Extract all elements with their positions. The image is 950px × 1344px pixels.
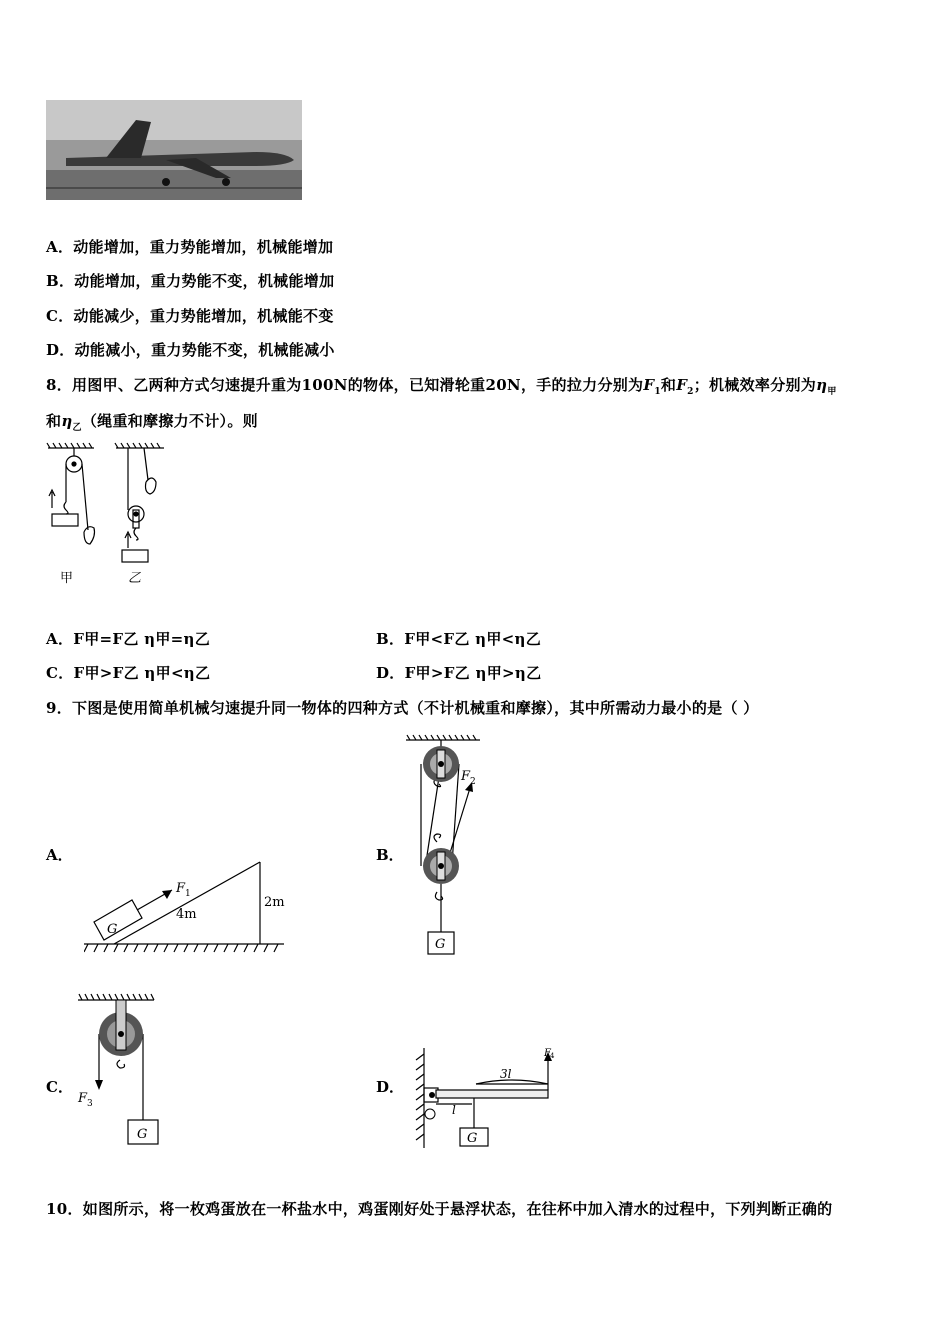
q9-option-c-label[interactable]: C． xyxy=(46,1078,73,1096)
q7-option-a[interactable]: A．动能增加，重力势能增加，机械能增加 xyxy=(46,238,334,256)
q9c-block-g: G xyxy=(137,1127,148,1142)
f1-symbol: F xyxy=(643,376,655,394)
q9-stem: 9．下图是使用简单机械匀速提升同一物体的四种方式（不计机械重和摩擦），其中所需动力最小的是（ ） xyxy=(46,699,759,717)
q9-figure-a-incline xyxy=(84,858,294,958)
q8-stem-line2 xyxy=(46,410,258,433)
q7-option-b[interactable]: B．动能增加，重力势能不变，机械能增加 xyxy=(46,272,335,290)
eta-jia-symbol: η xyxy=(816,376,828,394)
f1-subscript: 1 xyxy=(654,387,661,397)
q8-option-d-label: D． xyxy=(376,664,405,682)
q9d-force-f: F xyxy=(544,1048,551,1059)
q9a-force-sub: 1 xyxy=(185,889,191,899)
q8-option-a-text: F甲=F乙 η甲=η乙 xyxy=(73,630,211,648)
q9d-short-arm: l xyxy=(452,1103,456,1117)
q8-option-b[interactable] xyxy=(376,628,541,649)
q8-stem-line1 xyxy=(46,374,837,397)
q8-option-b-label: B． xyxy=(376,630,405,648)
q8-option-d[interactable] xyxy=(376,662,541,683)
q9a-force-f: F xyxy=(176,881,186,896)
f2-subscript: 2 xyxy=(687,387,694,397)
q8-pulley-figure xyxy=(44,440,184,590)
q8-stem-text-d: （绳重和摩擦力不计）。则 xyxy=(81,412,258,430)
q9-option-d-label[interactable]: D． xyxy=(376,1078,405,1096)
q8-option-a-label: A． xyxy=(46,630,74,648)
q9-figure-d-lever xyxy=(404,1044,564,1150)
q9d-long-arm: 3l xyxy=(500,1067,512,1081)
q9b-force-sub: 2 xyxy=(470,777,476,787)
q9c-force-sub: 3 xyxy=(87,1099,93,1109)
q8-stem-text-c: 和 xyxy=(46,412,62,430)
q9a-block-g: G xyxy=(107,922,118,937)
q8-label-jia: 甲 xyxy=(60,571,74,586)
q8-option-d-text: F甲>F乙 η甲>η乙 xyxy=(404,664,542,682)
q8-option-b-text: F甲<F乙 η甲<η乙 xyxy=(404,630,542,648)
q9-option-a-label[interactable]: A． xyxy=(46,846,73,864)
q9b-force-f: F xyxy=(461,769,471,784)
q9a-slope-length: 4m xyxy=(176,907,197,922)
q9-option-b-label[interactable]: B． xyxy=(376,846,404,864)
q8-stem-text-a: 8．用图甲、乙两种方式匀速提升重为100N的物体，已知滑轮重20N，手的拉力分别为 xyxy=(46,376,644,394)
q9d-pivot-o: O xyxy=(426,1130,427,1131)
q9d-block-g: G xyxy=(467,1131,478,1146)
q8-and: 和 xyxy=(660,376,677,394)
eta-yi-subscript: 乙 xyxy=(72,423,82,433)
q10-stem: 10．如图所示，将一枚鸡蛋放在一杯盐水中，鸡蛋刚好处于悬浮状态，在往杯中加入清水的过程中，下列判断正确的 xyxy=(46,1200,833,1218)
q8-option-c[interactable] xyxy=(46,662,210,683)
q9b-block-g: G xyxy=(435,937,446,952)
q8-stem-text-b: ；机械效率分别为 xyxy=(693,376,817,394)
q9-figure-b-pulley-block xyxy=(404,732,514,958)
q9a-height: 2m xyxy=(264,895,285,910)
q7-option-d[interactable]: D．动能减小，重力势能不变，机械能减小 xyxy=(46,341,335,359)
eta-yi-symbol: η xyxy=(61,412,73,430)
q7-option-c[interactable]: C．动能减少，重力势能增加，机械能不变 xyxy=(46,307,334,325)
q9c-force-f: F xyxy=(78,1091,88,1106)
q8-option-c-label: C． xyxy=(46,664,74,682)
q9-figure-c-fixed-pulley xyxy=(74,986,164,1150)
eta-jia-subscript: 甲 xyxy=(827,387,837,397)
q8-label-yi: 乙 xyxy=(128,571,142,586)
airplane-photo xyxy=(46,100,302,200)
q9d-force-sub: 4 xyxy=(550,1052,555,1060)
q8-option-a[interactable] xyxy=(46,628,210,649)
q8-option-c-text: F甲>F乙 η甲<η乙 xyxy=(73,664,211,682)
f2-symbol: F xyxy=(676,376,688,394)
